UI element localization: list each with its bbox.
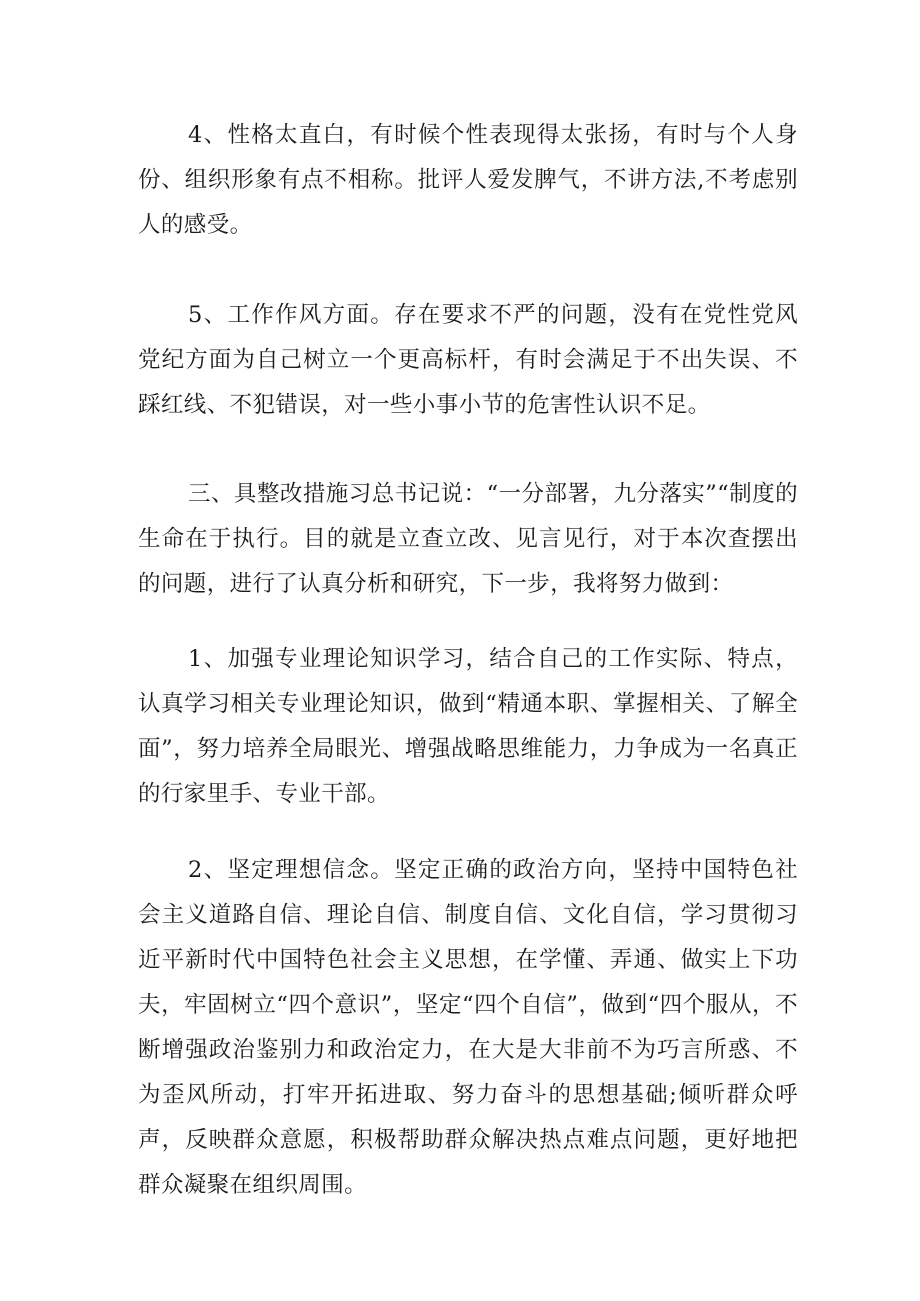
paragraph-item-4-personality: 4、性格太直白，有时候个性表现得太张扬，有时与个人身份、组织形象有点不相称。批评人爱发脾气，不讲方法,不考虑别人的感受。 bbox=[138, 122, 798, 238]
paragraph-item-5-work-style: 5、工作作风方面。存在要求不严的问题，没有在党性党风党纪方面为自己树立一个更高标杆，有时会满足于不出失误、不踩红线、不犯错误，对一些小事小节的危害性认识不足。 bbox=[138, 302, 798, 418]
paragraph-measure-2-ideals-beliefs: 2、坚定理想信念。坚定正确的政治方向，坚持中国特色社会主义道路自信、理论自信、制度自信、文化自信，学习贯彻习近平新时代中国特色社会主义思想，在学懂、弄通、做实上下功夫，牢固树立“四个意识”，坚定“四个自信”，做到“四个服从，不断增强政治鉴别力和政治定力，在大是大非前不为巧言所惑、不为歪风所动，打牢开拓进取、努力奋斗的思想基础;倾听群众呼声，反映群众意愿，积极帮助群众解决热点难点问题，更好地把群众凝聚在组织周围。 bbox=[138, 857, 798, 1198]
paragraph-section-3-rectification: 三、具整改措施习总书记说：“一分部署，九分落实”“制度的生命在于执行。目的就是立查立改、见言见行，对于本次查摆出的问题，进行了认真分析和研究，下一步，我将努力做到： bbox=[138, 481, 798, 597]
paragraph-measure-1-theory-study: 1、加强专业理论知识学习，结合自己的工作实际、特点，认真学习相关专业理论知识，做到“精通本职、掌握相关、了解全面”，努力培养全局眼光、增强战略思维能力，力争成为一名真正的行家里手、专业干部。 bbox=[138, 646, 798, 807]
